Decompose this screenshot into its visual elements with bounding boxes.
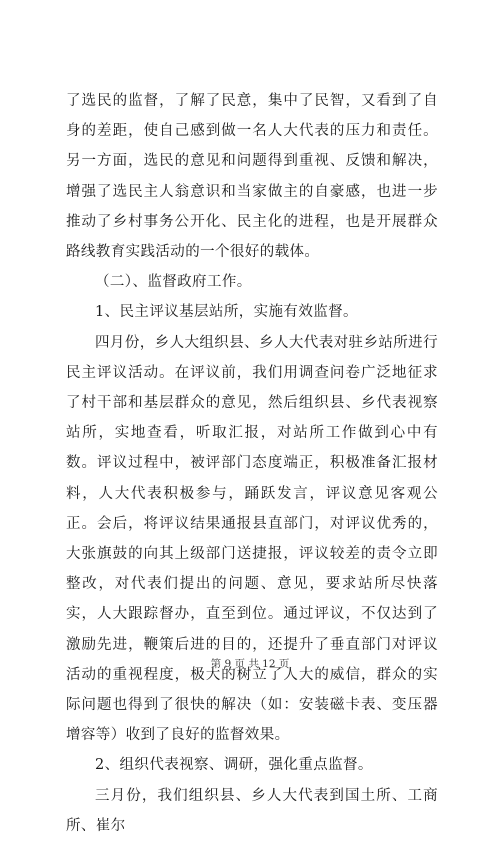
page-number-footer: 第 9 页 共 12 页	[210, 658, 290, 670]
paragraph-march-inspection: 三月份，我们组织县、乡人大代表到国土所、工商所、崔尔	[66, 787, 438, 834]
subheading-inspection-research: 2、组织代表视察、调研，强化重点监督。	[95, 757, 373, 774]
subheading-democratic-review: 1、民主评议基层站所，实施有效监督。	[95, 304, 358, 321]
paragraph-april-review: 四月份，乡人大组织县、乡人大代表对驻乡站所进行民主评议活动。在评议前，我们用调查问卷广泛地征求了村干部和基层群众的意见，然后组织县、乡代表视察站所，实地查看，听取汇报，对站所工作做到心中有数。评议过程中，被评部门态度端正，积极准备汇报材料，人大代表积极参与，踊跃发言，评议意见客观公正。会后，将评议结果通报县直部门，对评议优秀的，大张旗鼓的向其上级部门送捷报，评议较差的责令立即整改，对代表们提出的问题、意见，要求站所尽快落实，人大跟踪督办，直至到位。通过评议，不仅达到了激励先进，鞭策后进的目的，还提升了垂直部门对评议活动的重视程度，极大的树立了人大的威信，群众的实际问题也得到了很快的解决（如：安装磁卡表、变压器增容等）收到了良好的监督效果。	[66, 334, 438, 744]
section-heading-supervise-government: （二）、监督政府工作。	[95, 274, 252, 291]
paragraph-continued: 了选民的监督，了解了民意，集中了民智，又看到了自身的差距，使自己感到做一名人大代表的压力和责任。另一方面，选民的意见和问题得到重视、反馈和解决，增强了选民主人翁意识和当家做主的自豪感，也进一步推动了乡村事务公开化、民主化的进程，也是开展群众路线教育实践活动的一个很好的载体。	[66, 93, 438, 261]
document-body	[66, 86, 438, 841]
